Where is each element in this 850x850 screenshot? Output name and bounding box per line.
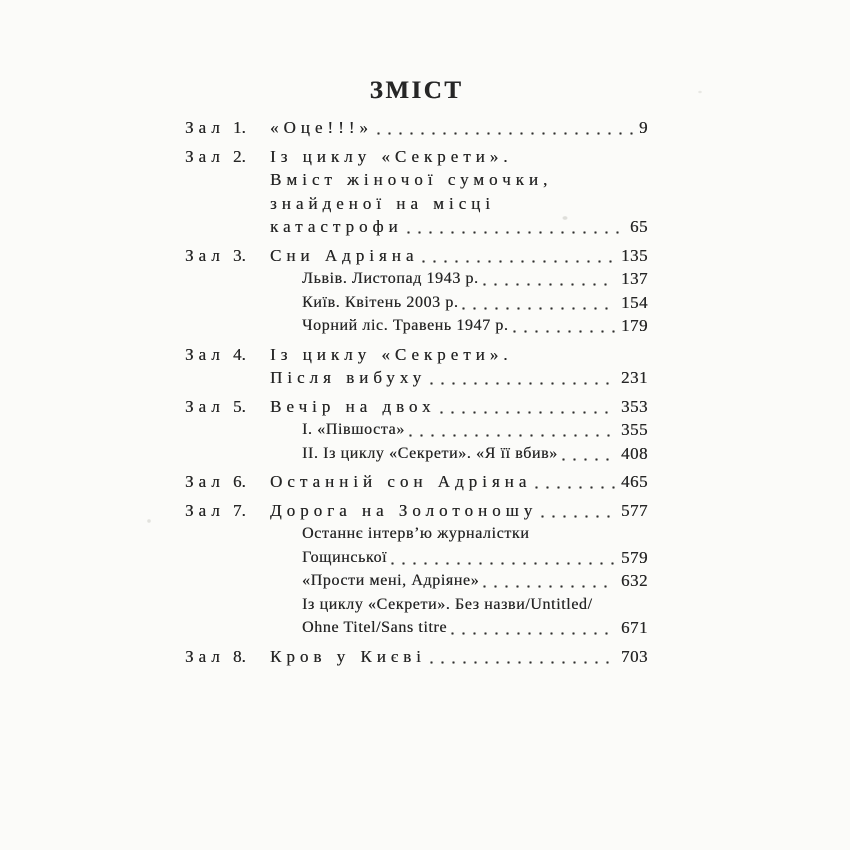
dot-leader [377,132,633,135]
toc-subentry [302,291,648,315]
entry-title: Кров у Києві [270,646,426,666]
entry-content [270,343,648,390]
subentry-line [302,291,648,315]
dot-leader [513,330,615,333]
toc-entry [185,499,648,640]
hall-label: Зал [185,118,225,137]
page-number: 65 [630,217,648,236]
subentry-line [302,593,648,617]
dot-leader [535,486,615,489]
hall-number: 6. [233,472,246,491]
entry-line [270,215,648,239]
page-number: 703 [621,646,648,666]
hall-label: Зал [185,500,225,520]
entry-line [270,470,648,494]
entry-line [270,192,648,216]
entry-line [270,395,648,419]
toc-subentry [302,569,648,593]
page-number: 179 [621,316,648,335]
entry-title: Дорога на Золотоношу [270,500,538,520]
entry-line [270,645,648,669]
hall-label: Зал [185,646,225,666]
dot-leader [407,231,624,234]
dot-leader [483,585,615,588]
dot-leader [483,283,615,286]
subentry-title: II. Із циклу «Секрети». «Я її вбив» [302,444,558,462]
entry-title: катастрофи [270,217,403,236]
dot-leader [562,458,615,461]
subentry-line [302,314,648,338]
entry-title: Останній сон Адріяна [270,472,532,491]
entry-title: знайденої на місці [270,193,495,213]
page-number: 137 [621,269,648,288]
subentry-line [302,546,648,570]
toc-entry [185,343,648,390]
entry-line [270,499,648,523]
toc-subentry [302,522,648,569]
entry-title: Із циклу «Секрети». [270,146,513,166]
dot-leader [409,434,615,437]
entry-content [270,116,648,140]
entry-line [270,168,648,192]
entry-title: Вміст жіночої сумочки, [270,170,553,189]
hall-number: 1. [233,118,246,137]
dot-leader [451,632,615,635]
page-number: 355 [621,420,648,439]
page-number: 9 [639,118,648,137]
subentry-title: Із циклу «Секрети». Без назви/Untitled/ [302,595,593,613]
entry-content [270,645,648,669]
subentry-line [302,616,648,640]
entry-content [270,244,648,338]
hall-label: Зал [185,472,225,491]
hall-label: Зал [185,146,225,166]
subentry-title: Гощинської [302,548,388,566]
toc-entry [185,145,648,239]
entry-title: Із циклу «Секрети». [270,344,513,364]
entry-line [270,343,648,367]
hall-label: Зал [185,344,225,364]
subentry-title: «Прости мені, Адріяне» [302,572,480,589]
page-number: 671 [621,618,648,637]
subentry-title: Київ. Квітень 2003 р. [302,293,459,311]
subentry-title: Ohne Titel/Sans titre [302,619,448,636]
dot-leader [430,382,615,385]
hall-number: 7. [233,500,246,520]
entry-line [270,116,648,140]
entry-line [270,145,648,169]
hall-number: 8. [233,646,246,666]
subentry-title: Останнє інтерв’ю журналістки [302,525,530,542]
dot-leader [462,307,615,310]
subentry-line [302,267,648,291]
entry-content [270,145,648,239]
hall-number: 5. [233,396,246,416]
subentry-title: I. «Півшоста» [302,421,405,438]
entry-content [270,470,648,494]
toc-subentry [302,267,648,291]
dot-leader [440,411,615,414]
subentry-title: Чорний ліс. Травень 1947 р. [302,317,509,334]
subentry-line [302,418,648,442]
page-number: 408 [621,443,648,463]
subentry-title: Львів. Листопад 1943 р. [302,270,479,287]
subentry-line [302,569,648,593]
toc-entry [185,395,648,466]
toc-entry [185,470,648,494]
entry-content [270,499,648,640]
entry-title: Після вибуху [270,368,427,387]
dot-leader [422,260,615,263]
dot-leader [541,515,615,518]
page-number: 577 [621,500,648,520]
toc-content [185,0,648,673]
hall-number: 2. [233,146,246,166]
subentry-line [302,522,648,546]
page-number: 154 [621,292,648,312]
hall-label: Зал [185,245,225,265]
hall-number: 4. [233,344,246,364]
page-title: ЗМІСТ [369,77,464,104]
hall-label: Зал [185,396,225,416]
entry-title: Сни Адріяна [270,245,419,265]
entry-line [270,244,648,268]
toc-entry [185,645,648,669]
page-number: 353 [621,396,648,416]
toc-subentry [302,418,648,442]
toc-subentry [302,593,648,640]
entry-title: «Оце!!!» [270,118,373,137]
page-number: 231 [621,368,648,387]
subentry-line [302,442,648,466]
toc-entry [185,116,648,140]
toc-subentry [302,442,648,466]
table-of-contents [185,116,648,668]
page-number: 579 [621,547,648,567]
page-number: 632 [621,571,648,590]
toc-subentry [302,314,648,338]
entry-title: Вечір на двох [270,396,436,416]
toc-entry [185,244,648,338]
dot-leader [430,661,615,664]
page-number: 135 [621,245,648,265]
entry-content [270,395,648,466]
entry-line [270,366,648,390]
page-number: 465 [621,472,648,491]
hall-number: 3. [233,245,246,265]
dot-leader [391,562,615,565]
